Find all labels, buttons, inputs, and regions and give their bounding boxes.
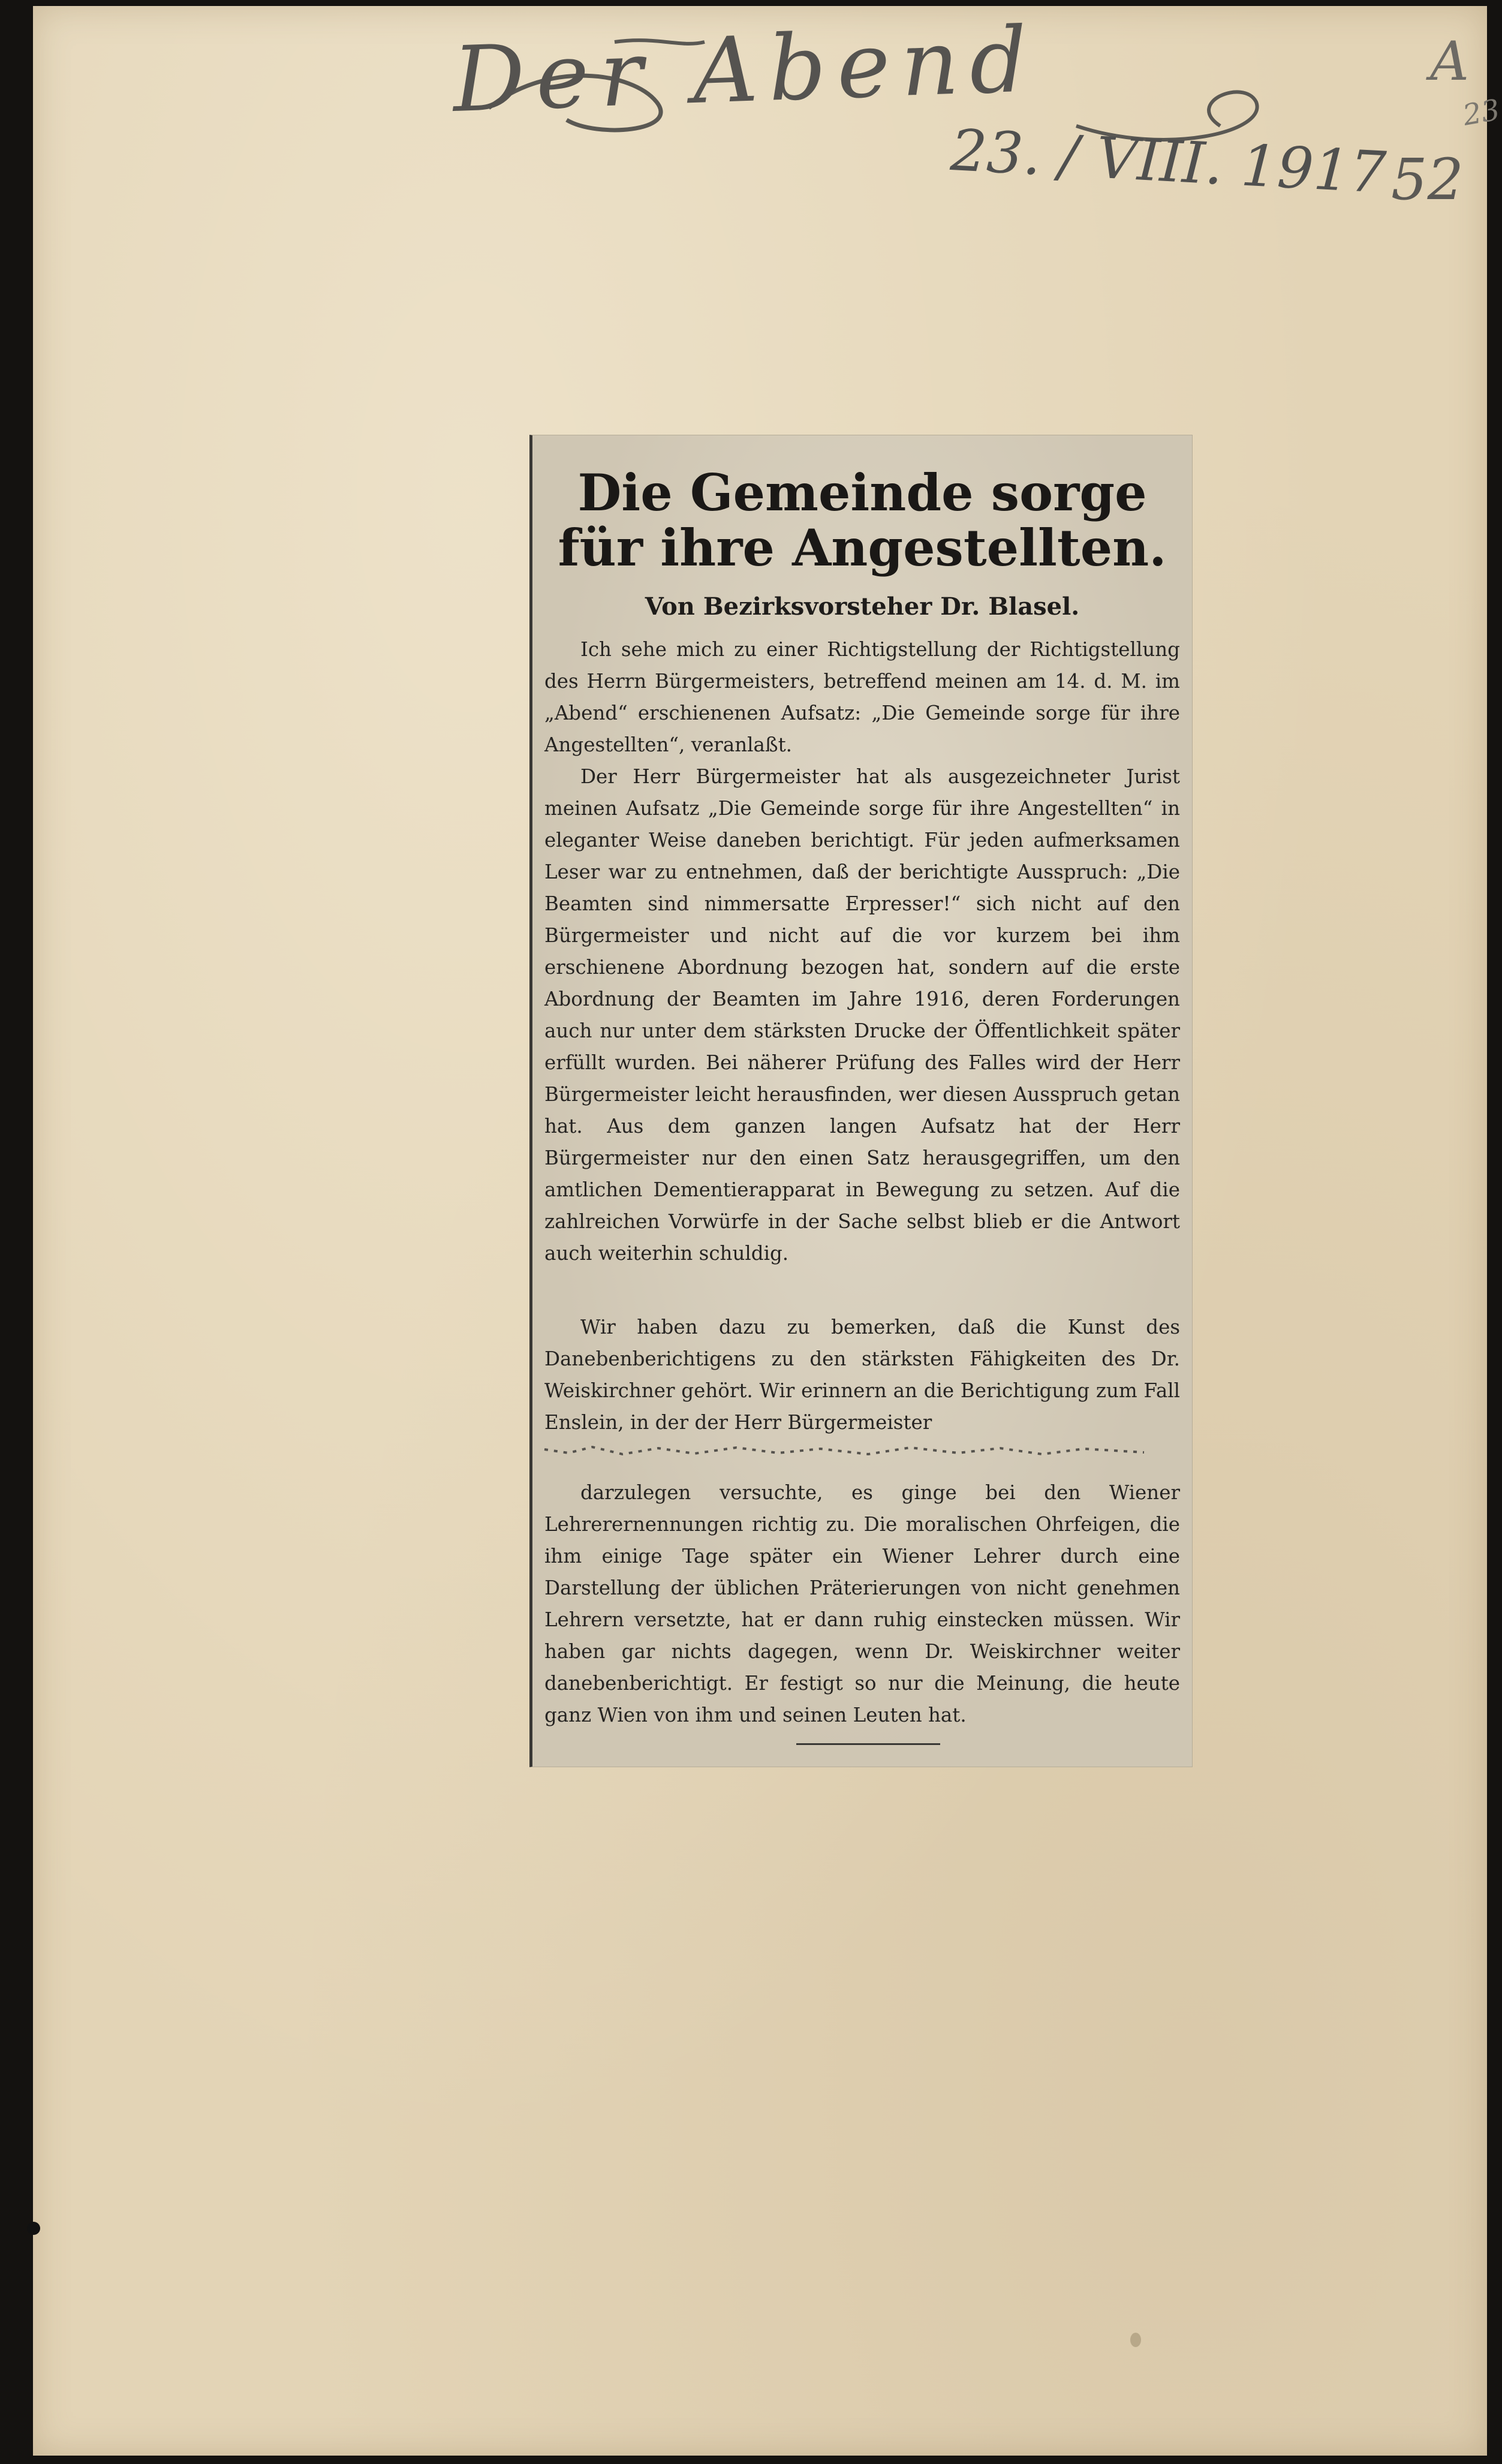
article-byline: Von Bezirksvorsteher Dr. Blasel. — [645, 592, 1080, 621]
article-paragraph: Der Herr Bürgermeister hat als ausgezeichneter Jurist meinen Aufsatz „Die Gemeinde sorge für ihre Angestellten“ in eleganter Weise daneben berichtigt. Für jeden aufmerksamen Leser war zu entnehmen, daß der berichtigte Ausspruch: „Die Beamten sind nimmersatte Erpresser!“ sich nicht auf den Bürgermeister und nicht auf die vor kurzem bei ihm erschienene Abordnung bezogen hat, sondern auf die erste Abordnung der Beamten im Jahre 1916, deren Forderungen auch nur unter dem stärksten Drucke der Öffentlichkeit später erfüllt wurden. Bei näherer Prüfung des Falles wird der Herr Bürgermeister leicht herausfinden, wer diesen Ausspruch getan hat. Aus dem ganzen langen Aufsatz hat der Herr Bürgermeister nur den einen Satz herausgegriffen, um den amtlichen Dementierapparat in Bewegung zu setzen. Auf die zahlreichen Vorwürfe in der Sache selbst blieb er die Antwort auch weiterhin schuldig. — [544, 765, 1180, 1265]
article-headline: Die Gemeinde sorge für ihre Angestellten. — [558, 463, 1167, 577]
handwritten-publication-title: Der Abend — [451, 8, 1040, 133]
archive-sheet — [33, 6, 1502, 2456]
handwritten-archive-number: 52 — [1391, 147, 1464, 213]
end-rule — [796, 1743, 940, 1745]
ink-spot — [27, 2222, 40, 2235]
torn-print-line — [544, 1442, 1144, 1460]
handwritten-corner-letter: A — [1430, 30, 1469, 93]
newspaper-clipping — [529, 435, 1193, 1767]
section-spacer — [544, 1269, 1180, 1311]
article-paragraph: Ich sehe mich zu einer Richtigstellung der Richtigstellung des Herrn Bürgermeisters, betreffend meinen am 14. d. M. im „Abend“ erschienenen Aufsatz: „Die Gemeinde sorge für ihre Angestellten“, veranlaßt. — [544, 638, 1180, 756]
article-paragraph: darzulegen versuchte, es ginge bei den Wiener Lehrerernennungen richtig zu. Die moralischen Ohrfeigen, die ihm einige Tage später ein Wiener Lehrer durch eine Darstellung der üblichen Präterierungen von nicht genehmen Lehrern versetzte, hat er dann ruhig einstecken müssen. Wir haben gar nichts dagegen, wenn Dr. Weiskirchner weiter danebenberichtigt. Er festigt so nur die Meinung, die heute ganz Wien von ihm und seinen Leuten hat. — [544, 1481, 1180, 1726]
paper-stain — [1130, 2333, 1141, 2347]
handwritten-date: 23. / VIII. 1917 — [949, 118, 1388, 206]
handwritten-corner-number: 23 — [1460, 93, 1502, 133]
article-paragraph: Wir haben dazu zu bemerken, daß die Kunst des Danebenberichtigens zu den stärksten Fähigkeiten des Dr. Weiskirchner gehört. Wir erinnern an die Berichtigung zum Fall Enslein, in der der Herr Bürgermeister — [544, 1316, 1180, 1434]
